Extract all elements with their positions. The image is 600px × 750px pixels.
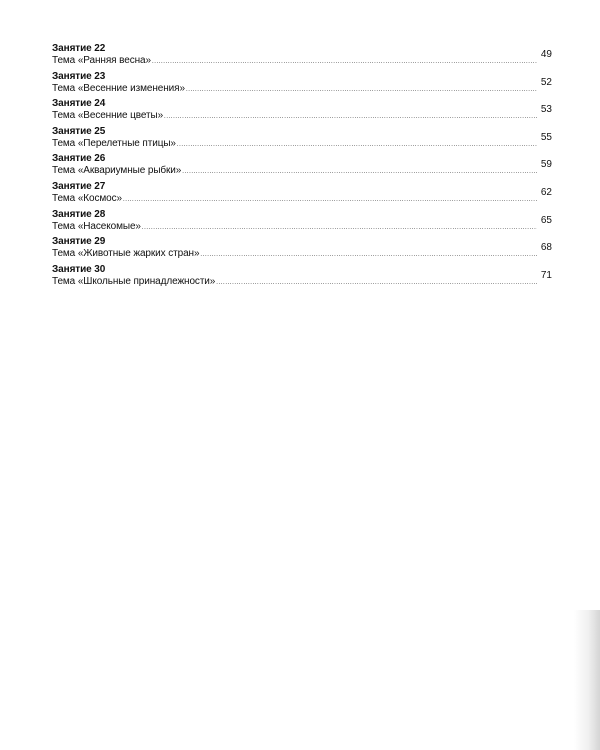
page-number: 55 xyxy=(540,131,552,143)
page-number: 62 xyxy=(540,186,552,198)
dot-leader xyxy=(164,111,537,123)
page-number: 49 xyxy=(540,49,552,60)
topic-title: Тема «Космос» xyxy=(52,192,122,204)
dot-leader xyxy=(142,222,537,234)
lesson-heading: Занятие 22 xyxy=(52,43,106,54)
toc-entry-lesson-28 xyxy=(52,209,552,237)
toc-entry-lesson-29 xyxy=(52,236,552,264)
table-of-contents xyxy=(52,43,552,291)
toc-entry-lesson-22 xyxy=(52,43,552,71)
lesson-heading: Занятие 23 xyxy=(52,70,106,82)
topic-title: Тема «Школьные принадлежности» xyxy=(52,275,216,287)
topic-title: Тема «Животные жарких стран» xyxy=(52,248,200,260)
dot-leader xyxy=(152,56,537,68)
page-number: 59 xyxy=(540,159,552,171)
lesson-heading: Занятие 28 xyxy=(52,208,106,220)
topic-title: Тема «Насекомые» xyxy=(52,220,141,232)
lesson-heading: Занятие 29 xyxy=(52,236,106,248)
topic-title: Тема «Весенние цветы» xyxy=(52,110,164,122)
toc-entry-lesson-30 xyxy=(52,264,552,292)
topic-title: Тема «Аквариумные рыбки» xyxy=(52,165,182,177)
page-number: 71 xyxy=(540,269,552,281)
toc-row xyxy=(52,49,552,67)
dot-leader xyxy=(123,194,537,206)
lesson-heading: Занятие 25 xyxy=(52,125,106,137)
page-edge-shadow xyxy=(574,610,600,750)
dot-leader xyxy=(182,166,537,178)
page-number: 53 xyxy=(540,104,552,116)
topic-title: Тема «Весенние изменения» xyxy=(52,82,185,94)
toc-entry-lesson-25 xyxy=(52,126,552,154)
toc-entry-lesson-24 xyxy=(52,98,552,126)
dot-leader xyxy=(200,249,537,261)
lesson-heading: Занятие 27 xyxy=(52,180,106,192)
lesson-heading: Занятие 24 xyxy=(52,98,106,110)
page-number: 68 xyxy=(540,242,552,254)
page-number: 52 xyxy=(540,76,552,88)
topic-title: Тема «Перелетные птицы» xyxy=(52,137,176,149)
toc-entry-lesson-27 xyxy=(52,181,552,209)
lesson-heading: Занятие 30 xyxy=(52,263,106,275)
dot-leader xyxy=(186,84,537,96)
topic-title: Тема «Ранняя весна» xyxy=(52,55,151,66)
page-number: 65 xyxy=(540,214,552,226)
toc-entry-lesson-26 xyxy=(52,153,552,181)
toc-entry-lesson-23 xyxy=(52,71,552,99)
lesson-heading: Занятие 26 xyxy=(52,153,106,165)
dot-leader xyxy=(177,139,537,151)
dot-leader xyxy=(216,277,537,289)
